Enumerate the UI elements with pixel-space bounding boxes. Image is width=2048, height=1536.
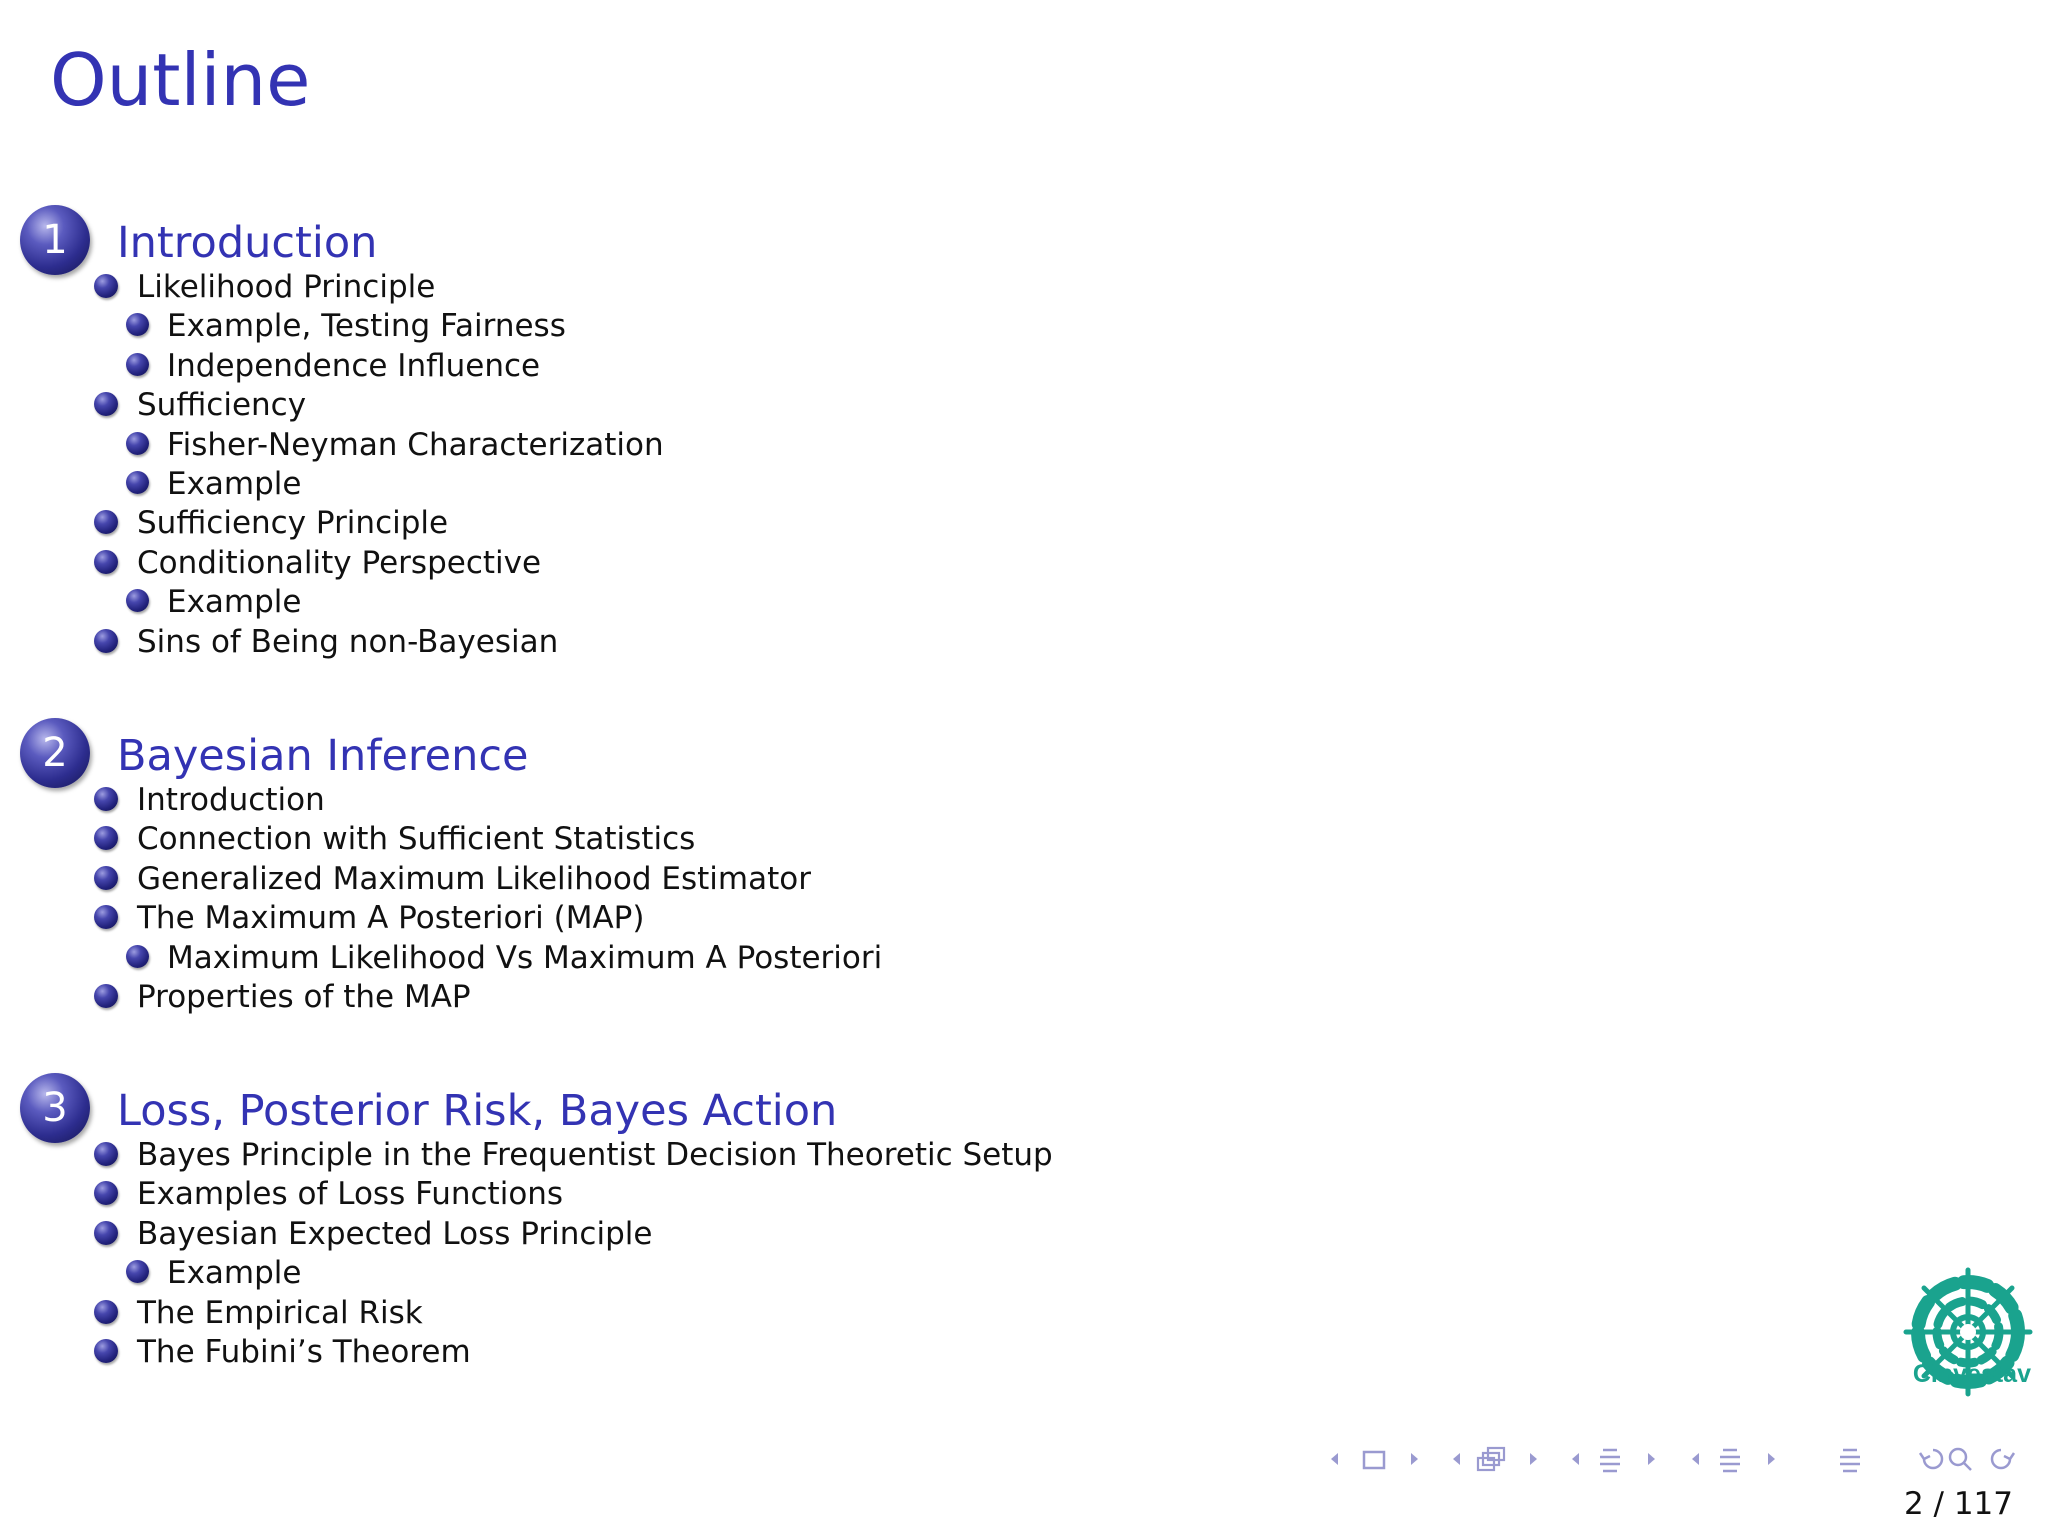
cinvestav-logo	[1893, 1262, 2043, 1432]
bullet-ball-icon	[94, 787, 118, 811]
outline-item-label: Sufficiency Principle	[137, 505, 449, 542]
search-icon[interactable]	[1950, 1449, 1971, 1470]
section-title[interactable]: Introduction	[117, 218, 378, 268]
bullet-ball-icon	[126, 353, 149, 376]
bullet-ball-icon	[94, 1300, 118, 1324]
document-nav-group[interactable]	[1692, 1450, 1775, 1471]
outline-item-label: Conditionality Perspective	[137, 544, 542, 581]
nav-prev-arrow[interactable]	[1692, 1453, 1699, 1465]
nav-prev-arrow[interactable]	[1331, 1453, 1338, 1465]
outline-item-label: Example	[167, 466, 302, 502]
outline-item-label: Independence Influence	[167, 347, 541, 384]
outline-item-label: Bayesian Expected Loss Principle	[137, 1215, 653, 1252]
outline-item-label: Maximum Likelihood Vs Maximum A Posteriori	[167, 939, 883, 976]
outline-item-label: The Empirical Risk	[137, 1294, 423, 1331]
outline-item-label: Examples of Loss Functions	[137, 1176, 564, 1213]
page-number: 2 / 117	[1903, 1486, 2013, 1522]
section-title[interactable]: Loss, Posterior Risk, Bayes Action	[117, 1086, 838, 1136]
outline-item-label: Fisher-Neyman Characterization	[167, 426, 664, 463]
subsection-nav-group[interactable]	[1453, 1448, 1537, 1470]
nav-next-arrow[interactable]	[1411, 1453, 1418, 1465]
outline-item-label: Likelihood Principle	[137, 269, 436, 305]
bullet-ball-icon	[94, 1181, 118, 1205]
toc-icon[interactable]	[1840, 1450, 1860, 1471]
slide-title: Outline	[50, 38, 311, 122]
outline-item-label: Introduction	[137, 782, 325, 818]
appendix-icon[interactable]	[1720, 1450, 1740, 1471]
section-title[interactable]: Bayesian Inference	[117, 731, 529, 781]
bullet-ball-icon	[126, 313, 149, 336]
bullet-ball-icon	[126, 1260, 149, 1283]
redo-icon[interactable]	[1992, 1450, 2014, 1468]
bullet-ball-icon	[126, 471, 149, 494]
undo-icon[interactable]	[1920, 1450, 1942, 1468]
subsection-icon[interactable]	[1478, 1448, 1504, 1470]
bullet-ball-icon	[126, 432, 149, 455]
section-icon[interactable]	[1600, 1450, 1620, 1471]
outline-item-label: Example	[167, 1255, 302, 1292]
outline-item-label: Bayes Principle in the Frequentist Decision Theoretic Setup	[137, 1137, 1053, 1173]
bullet-ball-icon	[94, 392, 118, 416]
bullet-ball-icon	[94, 629, 118, 653]
bullet-ball-icon	[126, 589, 149, 612]
bullet-ball-icon	[94, 866, 118, 890]
bullet-ball-icon	[94, 1221, 118, 1245]
bullet-ball-icon	[94, 984, 118, 1008]
nav-next-arrow[interactable]	[1530, 1453, 1537, 1465]
outline-item-label: Sins of Being non-Bayesian	[137, 623, 559, 660]
bullet-ball-icon	[94, 905, 118, 929]
section-nav-group[interactable]	[1572, 1450, 1655, 1471]
frame-nav-group[interactable]	[1331, 1452, 1418, 1468]
outline-item-label: The Maximum A Posteriori (MAP)	[137, 900, 645, 937]
bullet-ball-icon	[94, 826, 118, 850]
outline-item-label: The Fubini’s Theorem	[137, 1334, 471, 1370]
nav-next-arrow[interactable]	[1768, 1453, 1775, 1465]
bullet-ball-icon	[126, 945, 149, 968]
nav-prev-arrow[interactable]	[1572, 1453, 1579, 1465]
section-number-ball[interactable]: 1	[20, 205, 90, 275]
nav-next-arrow[interactable]	[1648, 1453, 1655, 1465]
section-number-ball[interactable]: 3	[20, 1073, 90, 1143]
outline-item-label: Example	[167, 584, 302, 621]
frame-icon[interactable]	[1364, 1452, 1384, 1468]
bullet-ball-icon	[94, 510, 118, 534]
outline-item-label: Generalized Maximum Likelihood Estimator	[137, 860, 811, 897]
outline-item-label: Properties of the MAP	[137, 979, 471, 1015]
outline-item-label: Connection with Sufficient Statistics	[137, 821, 696, 858]
bullet-ball-icon	[94, 1142, 118, 1166]
outline-item-label: Sufficiency	[137, 387, 307, 424]
beamer-navigation-bar	[1320, 1440, 2040, 1480]
section-number-ball[interactable]: 2	[20, 718, 90, 788]
outline-item-label: Example, Testing Fairness	[167, 308, 566, 345]
nav-prev-arrow[interactable]	[1453, 1453, 1460, 1465]
logo-wordmark: Cinvestav	[1912, 1360, 2031, 1388]
bullet-ball-icon	[94, 550, 118, 574]
bullet-ball-icon	[94, 274, 118, 298]
